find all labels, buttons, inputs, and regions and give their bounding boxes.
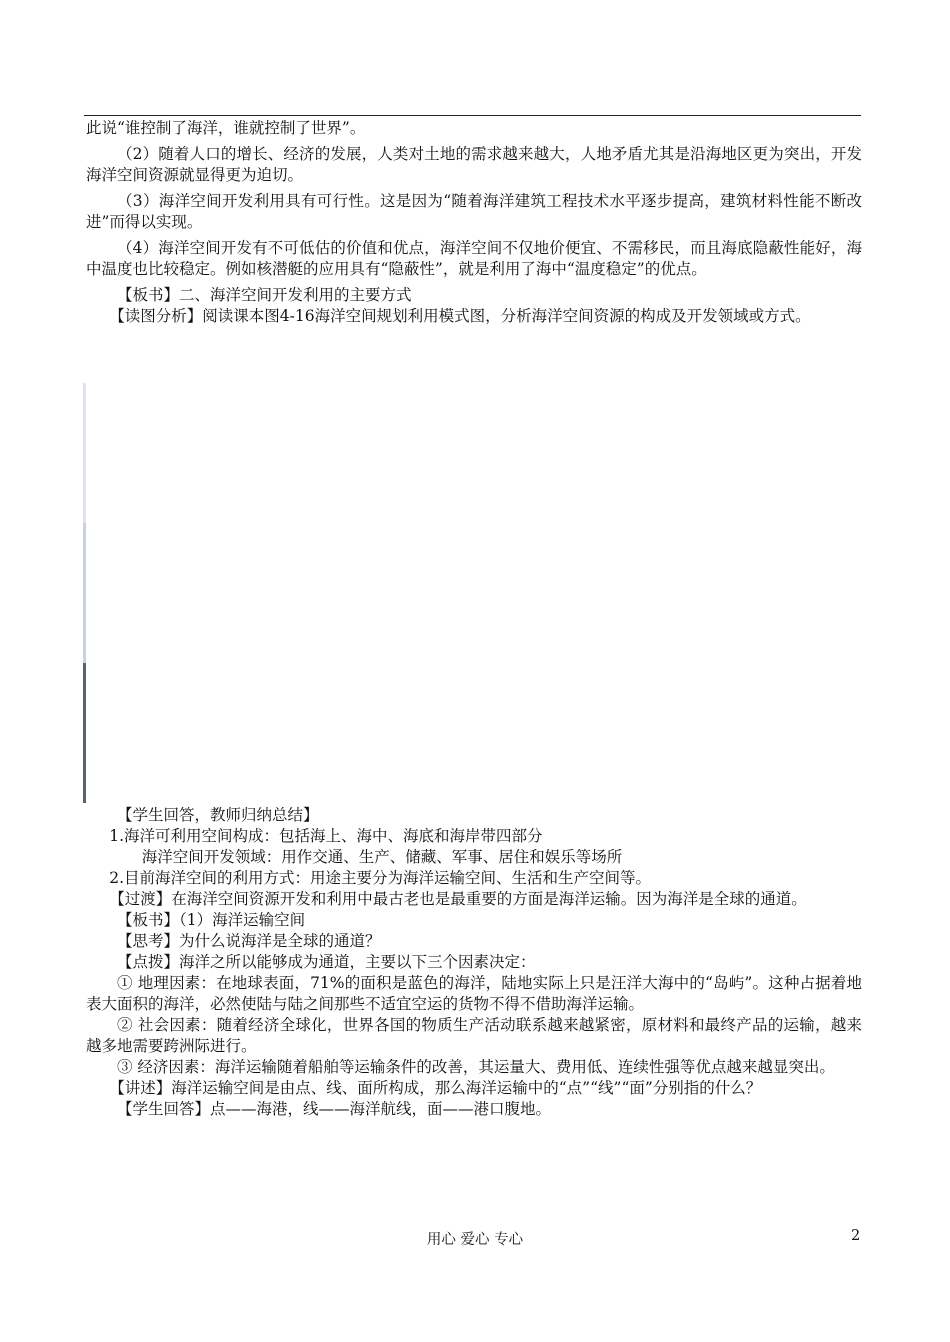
paragraph: 【思考】为什么说海洋是全球的通道？	[117, 932, 381, 950]
list-item: 1.海洋可利用空间构成：包括海上、海中、海底和海岸带四部分	[109, 827, 543, 845]
figure-placeholder-edge	[83, 383, 86, 803]
text-block-top	[86, 118, 862, 327]
paragraph: （2）随着人口的增长、经济的发展，人类对土地的需求越来越大，人地矛盾尤其是沿海地区更为突出，开发海洋空间资源就显得更为迫切。	[86, 145, 862, 184]
paragraph: 【学生回答，教师归纳总结】	[117, 806, 319, 824]
list-item: 海洋空间开发领域：用作交通、生产、储藏、军事、居住和娱乐等场所	[141, 848, 623, 866]
paragraph: 【过渡】在海洋空间资源开发和利用中最古老也是最重要的方面是海洋运输。因为海洋是全球的通道。	[109, 890, 807, 908]
paragraph: （4）海洋空间开发有不可低估的价值和优点，海洋空间不仅地价便宜、不需移民，而且海底隐蔽性能好，海中温度也比较稳定。例如核潜艇的应用具有“隐蔽性”，就是利用了海中“温度稳定”的优点。	[86, 239, 862, 278]
paragraph: 【学生回答】点——海港，线——海洋航线，面——港口腹地。	[117, 1100, 552, 1118]
paragraph: 【讲述】海洋运输空间是由点、线、面所构成，那么海洋运输中的“点”“线”“面”分别指的什么？	[109, 1079, 762, 1097]
paragraph: 【读图分析】阅读课本图4-16海洋空间规划利用模式图，分析海洋空间资源的构成及开发领域或方式。	[109, 307, 811, 325]
blackboard-heading: 【板书】二、海洋空间开发利用的主要方式	[117, 286, 412, 304]
paragraph: （3）海洋空间开发利用具有可行性。这是因为“随着海洋建筑工程技术水平逐步提高，建筑材料性能不断改进”而得以实现。	[86, 192, 862, 231]
paragraph: 【点拨】海洋之所以能够成为通道，主要以下三个因素决定：	[117, 953, 536, 971]
list-item: 2.目前海洋空间的利用方式：用途主要分为海洋运输空间、生活和生产空间等。	[109, 869, 652, 887]
page-number: 2	[851, 1228, 861, 1244]
footer-motto: 用心 爱心 专心	[426, 1232, 524, 1248]
paragraph: ③ 经济因素：海洋运输随着船舶等运输条件的改善，其运量大、费用低、连续性强等优点越来越显突出。	[117, 1058, 835, 1076]
blackboard-heading: 【板书】（1）海洋运输空间	[117, 911, 306, 929]
text-block-bottom	[86, 805, 862, 1120]
paragraph: ① 地理因素：在地球表面，71%的面积是蓝色的海洋，陆地实际上只是汪洋大海中的“岛屿”。这种占据着地表大面积的海洋，必然使陆与陆之间那些不适宜空运的货物不得不借助海洋运输。	[86, 974, 862, 1013]
header-rule	[84, 115, 861, 116]
paragraph: ② 社会因素：随着经济全球化，世界各国的物质生产活动联系越来越紧密，原材料和最终产品的运输，越来越多地需要跨洲际进行。	[86, 1016, 862, 1055]
paragraph: 此说“谁控制了海洋，谁就控制了世界”。	[86, 119, 366, 137]
